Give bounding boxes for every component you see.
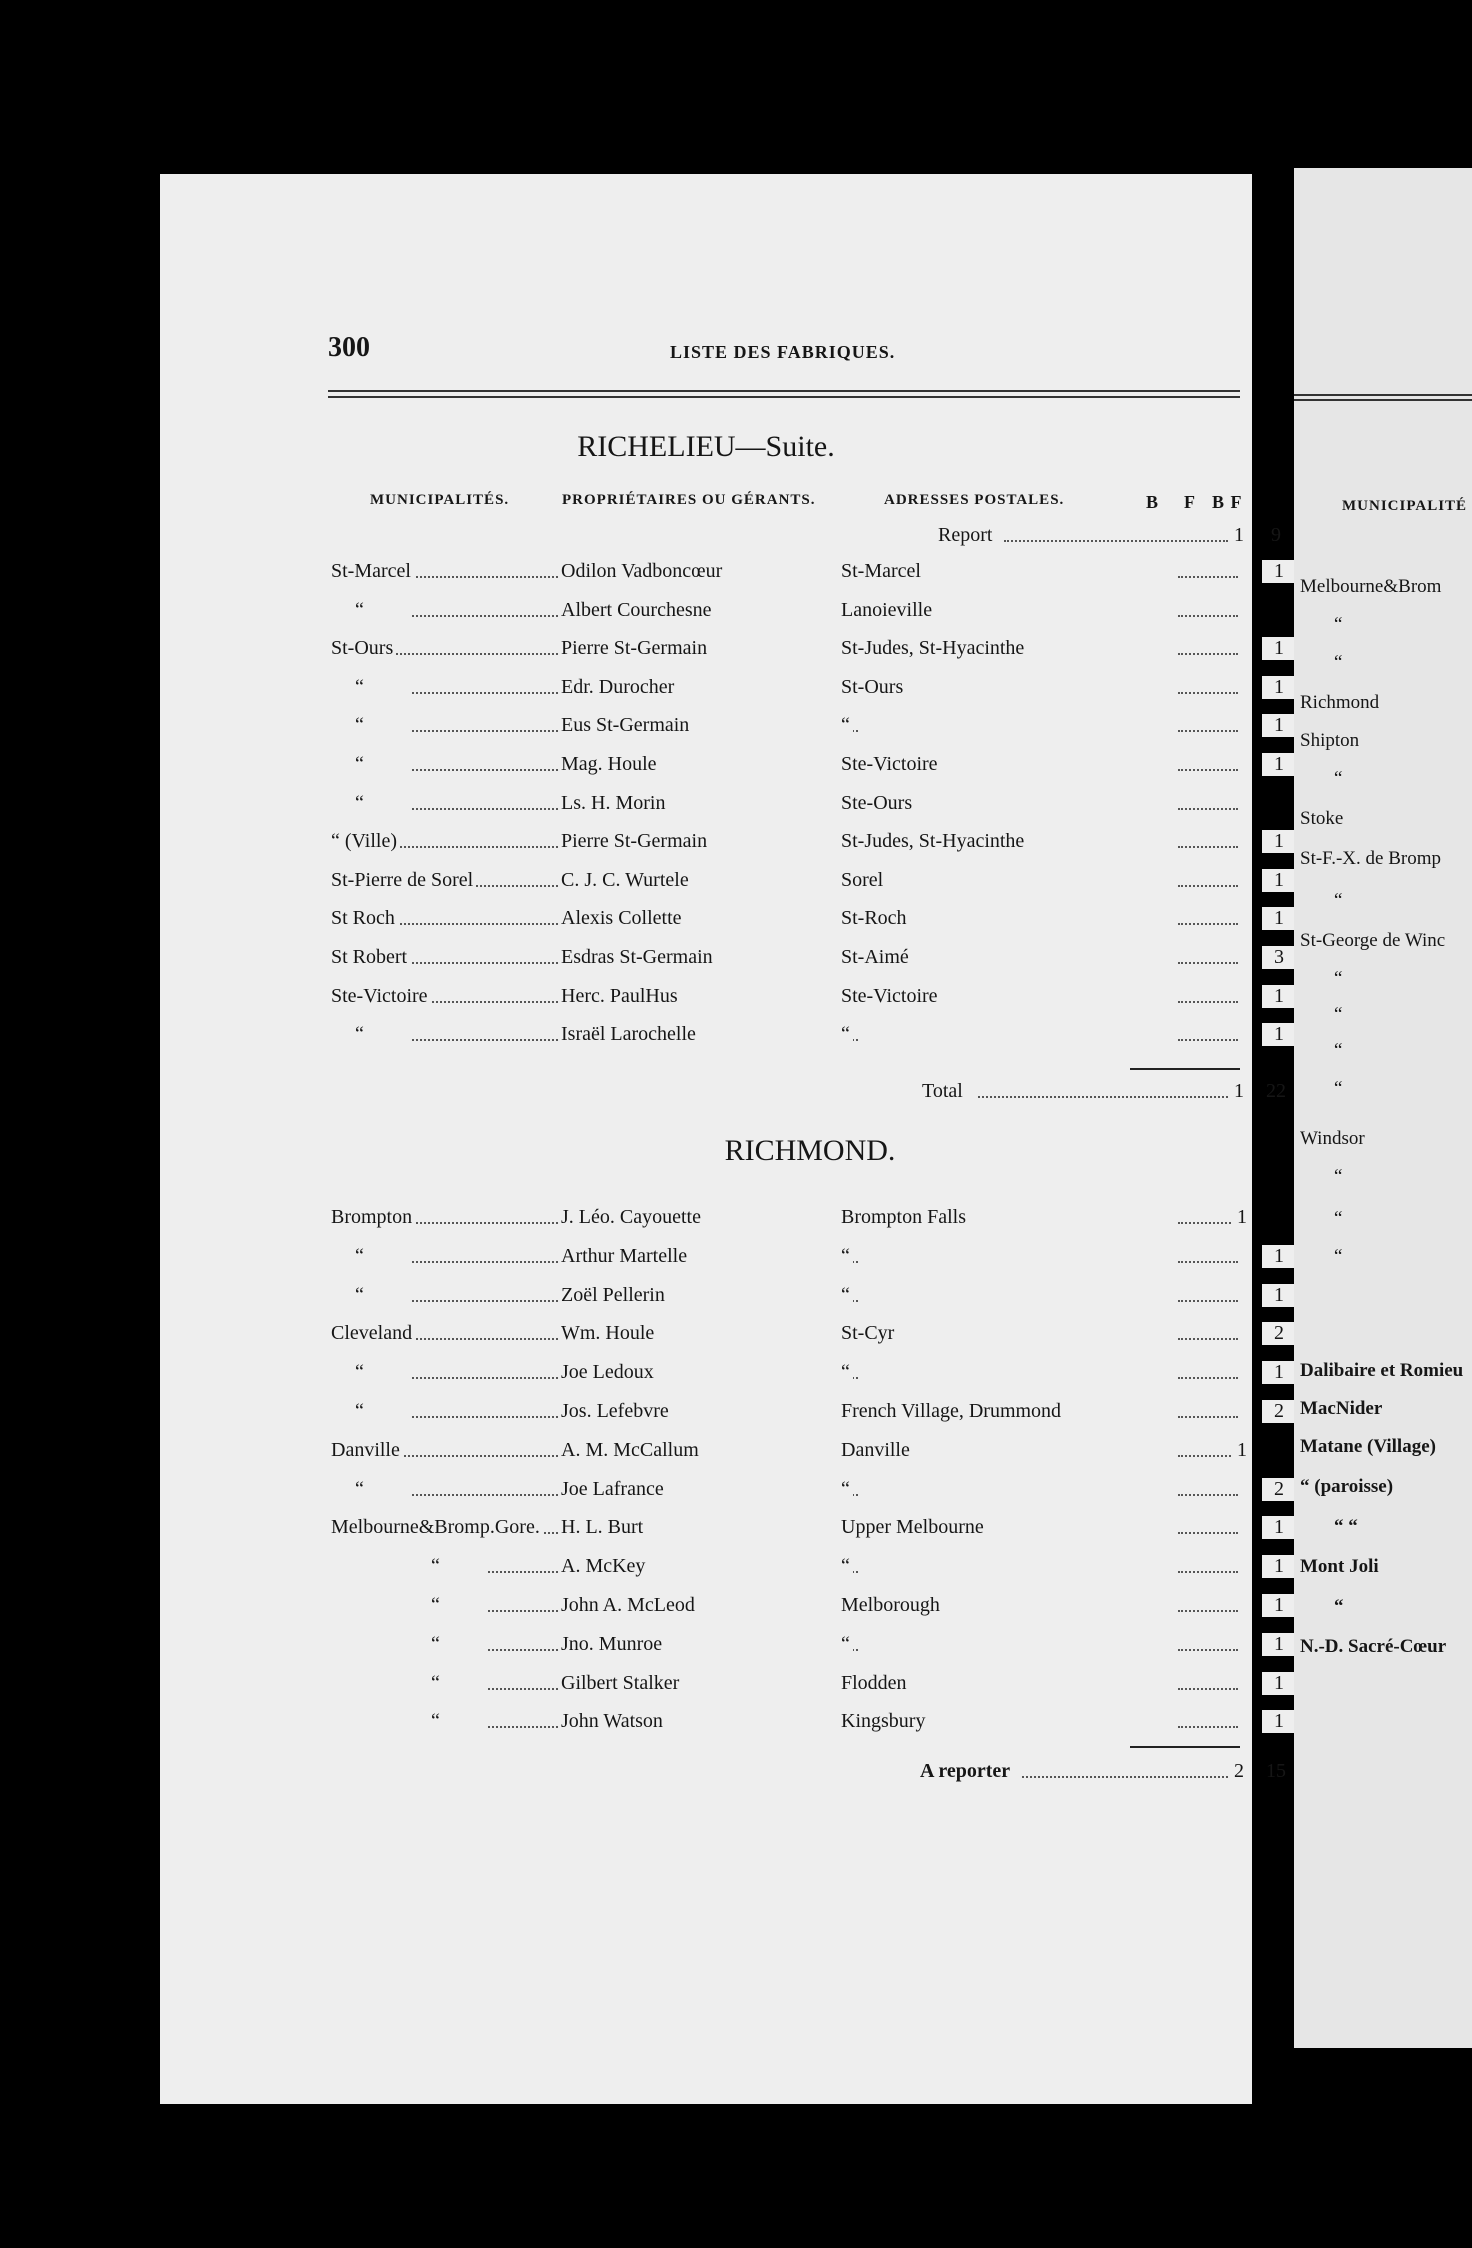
right-page-list-item: “ xyxy=(1334,890,1343,911)
postal-address-cell: Melborough xyxy=(838,1594,943,1617)
right-page-list-item: “ xyxy=(1334,614,1343,635)
reporter-row xyxy=(328,1756,1286,1788)
right-page-list-item: Shipton xyxy=(1300,730,1360,751)
postal-address-cell: Sorel xyxy=(838,869,886,892)
municipality-cell: “ xyxy=(352,599,367,622)
right-page-list-item: Mont Joli xyxy=(1300,1556,1379,1577)
column-header-proprietaires: PROPRIÉTAIRES OU GÉRANTS. xyxy=(562,492,816,508)
right-page-list-item: Windsor xyxy=(1300,1128,1365,1149)
f-count-cell: 1 xyxy=(1262,1710,1296,1733)
column-header-municipalites: MUNICIPALITÉS. xyxy=(370,492,510,508)
reporter-b: 2 xyxy=(1234,1760,1244,1782)
municipality-cell: “ (Ville) xyxy=(328,830,400,853)
running-title: LISTE DES FABRIQUES. xyxy=(670,342,896,362)
leader-dots xyxy=(1178,1338,1238,1340)
leader-dots xyxy=(1178,1649,1238,1651)
postal-address-cell: “ xyxy=(838,1284,853,1307)
f-count-cell: 1 xyxy=(1262,985,1296,1008)
page-header xyxy=(160,332,1252,372)
municipality-cell: “ xyxy=(352,1400,367,1423)
f-count-cell: 1 xyxy=(1262,714,1296,737)
table-row xyxy=(328,1202,1247,1234)
right-page-list-item: “ xyxy=(1334,1078,1343,1099)
owner-cell: John Watson xyxy=(558,1710,666,1733)
f-count-cell: 2 xyxy=(1262,1400,1296,1423)
leader-dots xyxy=(412,808,558,810)
postal-address-cell: Danville xyxy=(838,1439,913,1462)
owner-cell: Joe Lafrance xyxy=(558,1478,667,1501)
leader-dots xyxy=(1178,923,1238,925)
leader-dots xyxy=(1178,1039,1238,1041)
leader-dots xyxy=(1178,846,1238,848)
right-page-rule xyxy=(1294,399,1472,401)
leader-dots xyxy=(412,1377,558,1379)
b-count-cell: 1 xyxy=(1232,1439,1252,1462)
leader-dots xyxy=(1178,885,1238,887)
owner-cell: J. Léo. Cayouette xyxy=(558,1206,704,1229)
right-page-list-item: “ xyxy=(1334,1040,1343,1061)
table-row xyxy=(328,1668,1284,1700)
leader-dots xyxy=(978,1096,1228,1098)
f-count-cell: 1 xyxy=(1262,676,1296,699)
right-page-list-item: “ xyxy=(1334,1004,1343,1025)
f-count-cell: 1 xyxy=(1262,869,1296,892)
municipality-cell: “ xyxy=(352,1478,367,1501)
municipality-cell: “ xyxy=(428,1710,443,1733)
postal-address-cell: St-Aimé xyxy=(838,946,912,969)
owner-cell: Joe Ledoux xyxy=(558,1361,657,1384)
owner-cell: Pierre St-Germain xyxy=(558,637,710,660)
leader-dots xyxy=(488,1649,558,1651)
owner-cell: C. J. C. Wurtele xyxy=(558,869,692,892)
postal-address-cell: Flodden xyxy=(838,1672,910,1695)
table-row xyxy=(328,556,1284,588)
leader-dots xyxy=(1178,962,1238,964)
postal-address-cell: St-Roch xyxy=(838,907,910,930)
owner-cell: Israël Larochelle xyxy=(558,1023,699,1046)
owner-cell: Ls. H. Morin xyxy=(558,792,668,815)
municipality-cell: St-Marcel xyxy=(328,560,414,583)
right-page-list-item: “ xyxy=(1334,1208,1343,1229)
postal-address-cell: “ xyxy=(838,1361,853,1384)
leader-dots xyxy=(1178,1222,1238,1224)
column-header-f: F xyxy=(1184,492,1196,512)
table-row xyxy=(328,1435,1247,1467)
table-row xyxy=(328,1706,1284,1738)
leader-dots xyxy=(388,923,558,925)
leader-dots xyxy=(1178,653,1238,655)
owner-cell: A. M. McCallum xyxy=(558,1439,702,1462)
owner-cell: Albert Courchesne xyxy=(558,599,715,622)
owner-cell: Mag. Houle xyxy=(558,753,660,776)
table-row xyxy=(328,1551,1284,1583)
leader-dots xyxy=(388,653,558,655)
municipality-cell: “ xyxy=(428,1555,443,1578)
total-f: 22 xyxy=(1266,1080,1286,1102)
f-count-cell: 1 xyxy=(1262,830,1296,853)
postal-address-cell: Ste-Ours xyxy=(838,792,915,815)
total-b: 1 xyxy=(1234,1080,1244,1102)
postal-address-cell: St-Judes, St-Hyacinthe xyxy=(838,637,1027,660)
leader-dots xyxy=(1178,1688,1238,1690)
table-row xyxy=(328,633,1284,665)
page-number: 300 xyxy=(328,332,370,363)
table-row xyxy=(328,1590,1284,1622)
postal-address-cell: “ xyxy=(838,714,853,737)
table-row xyxy=(328,1629,1284,1661)
f-count-cell: 1 xyxy=(1262,1245,1296,1268)
leader-dots xyxy=(1178,615,1238,617)
f-count-cell: 1 xyxy=(1262,753,1296,776)
owner-cell: Odilon Vadboncœur xyxy=(558,560,725,583)
left-page xyxy=(160,174,1286,2104)
right-page-list-item: “ xyxy=(1334,1166,1343,1187)
municipality-cell: Ste-Victoire xyxy=(328,985,431,1008)
table-row xyxy=(328,1357,1284,1389)
postal-address-cell: French Village, Drummond xyxy=(838,1400,1064,1423)
owner-cell: Zoël Pellerin xyxy=(558,1284,668,1307)
municipality-cell: “ xyxy=(428,1672,443,1695)
postal-address-cell: Ste-Victoire xyxy=(838,753,941,776)
postal-address-cell: St-Judes, St-Hyacinthe xyxy=(838,830,1027,853)
municipality-cell: Danville xyxy=(328,1439,403,1462)
leader-dots xyxy=(412,1039,558,1041)
column-header-b: B xyxy=(1146,492,1160,512)
right-page-fragment xyxy=(1294,168,1472,2048)
right-column-header: MUNICIPALITÉ xyxy=(1342,498,1468,514)
postal-address-cell: “ xyxy=(838,1478,853,1501)
report-row xyxy=(328,520,1281,552)
f-count-cell: 1 xyxy=(1262,1361,1296,1384)
owner-cell: A. McKey xyxy=(558,1555,648,1578)
table-row xyxy=(328,865,1284,897)
leader-dots xyxy=(412,692,558,694)
leader-dots xyxy=(488,1571,558,1573)
f-count-cell: 1 xyxy=(1262,1672,1296,1695)
leader-dots xyxy=(1178,692,1238,694)
postal-address-cell: Kingsbury xyxy=(838,1710,928,1733)
right-page-list-item: Richmond xyxy=(1300,692,1380,713)
right-page-list-item: “ xyxy=(1334,968,1343,989)
table-row xyxy=(328,1396,1284,1428)
leader-dots xyxy=(488,1610,558,1612)
leader-dots xyxy=(1178,1532,1238,1534)
leader-dots xyxy=(488,1688,558,1690)
f-count-cell: 1 xyxy=(1262,1555,1296,1578)
f-count-cell: 1 xyxy=(1262,1516,1296,1539)
leader-dots xyxy=(412,1416,558,1418)
owner-cell: H. L. Burt xyxy=(558,1516,646,1539)
section-title-richelieu: RICHELIEU—Suite. xyxy=(577,430,835,463)
municipality-cell: “ xyxy=(352,676,367,699)
owner-cell: Edr. Durocher xyxy=(558,676,677,699)
right-page-list-item: N.-D. Sacré-Cœur xyxy=(1300,1636,1447,1657)
f-count-cell: 1 xyxy=(1262,637,1296,660)
owner-cell: Gilbert Stalker xyxy=(558,1672,682,1695)
table-row xyxy=(328,710,1284,742)
postal-address-cell: Ste-Victoire xyxy=(838,985,941,1008)
owner-cell: John A. McLeod xyxy=(558,1594,698,1617)
postal-address-cell: Lanoieville xyxy=(838,599,935,622)
leader-dots xyxy=(1178,1416,1238,1418)
owner-cell: Esdras St-Germain xyxy=(558,946,716,969)
leader-dots xyxy=(1022,1776,1228,1778)
leader-dots xyxy=(1178,576,1238,578)
leader-dots xyxy=(1178,769,1238,771)
table-row xyxy=(328,1318,1284,1350)
leader-dots xyxy=(1178,1300,1238,1302)
municipality-cell: Cleveland xyxy=(328,1322,415,1345)
leader-dots xyxy=(388,846,558,848)
leader-dots xyxy=(388,962,558,964)
municipality-cell: Melbourne&Bromp.Gore. xyxy=(328,1516,543,1539)
owner-cell: Arthur Martelle xyxy=(558,1245,690,1268)
right-page-list-item: “ (paroisse) xyxy=(1300,1476,1394,1497)
municipality-cell: “ xyxy=(352,792,367,815)
owner-cell: Alexis Collette xyxy=(558,907,685,930)
leader-dots xyxy=(1178,1001,1238,1003)
right-page-list-item: “ xyxy=(1334,652,1343,673)
municipality-cell: “ xyxy=(352,1245,367,1268)
right-page-list-item: “ xyxy=(1334,1596,1344,1617)
owner-cell: Pierre St-Germain xyxy=(558,830,710,853)
table-row xyxy=(328,981,1284,1013)
leader-dots xyxy=(1178,1455,1238,1457)
f-count-cell: 2 xyxy=(1262,1478,1296,1501)
right-page-list-item: Matane (Village) xyxy=(1300,1436,1436,1457)
postal-address-cell: Brompton Falls xyxy=(838,1206,969,1229)
leader-dots xyxy=(1178,1261,1238,1263)
leader-dots xyxy=(1178,1726,1238,1728)
total-rule xyxy=(1130,1068,1240,1070)
table-row xyxy=(328,1474,1284,1506)
right-page-list-item: St-F.-X. de Bromp xyxy=(1300,848,1441,869)
f-count-cell: 1 xyxy=(1262,560,1296,583)
table-row xyxy=(328,788,1240,820)
municipality-cell: “ xyxy=(352,714,367,737)
leader-dots xyxy=(1178,1571,1238,1573)
postal-address-cell: Upper Melbourne xyxy=(838,1516,987,1539)
table-row xyxy=(328,1512,1284,1544)
right-page-list-item: “ xyxy=(1334,768,1343,789)
total-label: Total xyxy=(922,1080,963,1102)
municipality-cell: St Robert xyxy=(328,946,410,969)
leader-dots xyxy=(1178,1494,1238,1496)
report-label: Report xyxy=(938,524,993,546)
f-count-cell: 1 xyxy=(1262,1023,1296,1046)
report-b: 1 xyxy=(1234,524,1244,546)
reporter-f: 15 xyxy=(1266,1760,1286,1782)
header-rule-top xyxy=(328,390,1240,392)
reporter-label: A reporter xyxy=(920,1760,1011,1782)
leader-dots xyxy=(1178,1377,1238,1379)
postal-address-cell: St-Marcel xyxy=(838,560,924,583)
owner-cell: Jos. Lefebvre xyxy=(558,1400,672,1423)
municipality-cell: “ xyxy=(352,753,367,776)
municipality-cell: “ xyxy=(352,1023,367,1046)
right-page-rule xyxy=(1294,394,1472,396)
leader-dots xyxy=(412,1261,558,1263)
reporter-rule xyxy=(1130,1746,1240,1748)
right-page-list-item: Melbourne&Brom xyxy=(1300,576,1442,597)
leader-dots xyxy=(412,1494,558,1496)
table-row xyxy=(328,1241,1284,1273)
leader-dots xyxy=(1178,730,1238,732)
table-row xyxy=(328,903,1284,935)
postal-address-cell: St-Ours xyxy=(838,676,906,699)
section-title-richmond: RICHMOND. xyxy=(724,1134,896,1167)
table-row xyxy=(328,1019,1284,1051)
right-page-list-item: “ “ xyxy=(1334,1516,1358,1537)
leader-dots xyxy=(488,1726,558,1728)
municipality-cell: “ xyxy=(352,1284,367,1307)
f-count-cell: 1 xyxy=(1262,1633,1296,1656)
postal-address-cell: “ xyxy=(838,1555,853,1578)
postal-address-cell: “ xyxy=(838,1633,853,1656)
f-count-cell: 1 xyxy=(1262,1594,1296,1617)
leader-dots xyxy=(412,769,558,771)
leader-dots xyxy=(1178,1610,1238,1612)
leader-dots xyxy=(1178,808,1238,810)
municipality-cell: St-Ours xyxy=(328,637,396,660)
right-page-list-item: MacNider xyxy=(1300,1398,1383,1419)
owner-cell: Wm. Houle xyxy=(558,1322,657,1345)
postal-address-cell: “ xyxy=(838,1245,853,1268)
right-page-list-item: St-George de Winc xyxy=(1300,930,1446,951)
table-row xyxy=(328,749,1284,781)
right-page-list-item: Dalibaire et Romieu xyxy=(1300,1360,1464,1381)
municipality-cell: “ xyxy=(352,1361,367,1384)
municipality-cell: “ xyxy=(428,1633,443,1656)
owner-cell: Jno. Munroe xyxy=(558,1633,665,1656)
table-row xyxy=(328,595,1240,627)
report-f: 9 xyxy=(1271,524,1281,546)
postal-address-cell: St-Cyr xyxy=(838,1322,897,1345)
header-rule-bottom xyxy=(328,396,1240,398)
leader-dots xyxy=(412,615,558,617)
leader-dots xyxy=(412,1300,558,1302)
b-count-cell: 1 xyxy=(1232,1206,1252,1229)
table-row xyxy=(328,942,1284,974)
total-row xyxy=(328,1076,1286,1108)
right-page-list-item: “ xyxy=(1334,1246,1343,1267)
owner-cell: Herc. PaulHus xyxy=(558,985,681,1008)
table-row xyxy=(328,1280,1284,1312)
f-count-cell: 2 xyxy=(1262,1322,1296,1345)
municipality-cell: “ xyxy=(428,1594,443,1617)
f-count-cell: 1 xyxy=(1262,1284,1296,1307)
municipality-cell: St-Pierre de Sorel xyxy=(328,869,476,892)
column-header-bf: B F xyxy=(1212,492,1243,512)
owner-cell: Eus St-Germain xyxy=(558,714,692,737)
f-count-cell: 3 xyxy=(1262,946,1296,969)
right-page-list-item: Stoke xyxy=(1300,808,1344,829)
leader-dots xyxy=(412,730,558,732)
table-row xyxy=(328,672,1284,704)
municipality-cell: St Roch xyxy=(328,907,398,930)
f-count-cell: 1 xyxy=(1262,907,1296,930)
leader-dots xyxy=(388,1455,558,1457)
leader-dots xyxy=(1004,540,1228,542)
column-header-adresses: ADRESSES POSTALES. xyxy=(884,492,1065,508)
table-row xyxy=(328,826,1284,858)
postal-address-cell: “ xyxy=(838,1023,853,1046)
municipality-cell: Brompton xyxy=(328,1206,415,1229)
